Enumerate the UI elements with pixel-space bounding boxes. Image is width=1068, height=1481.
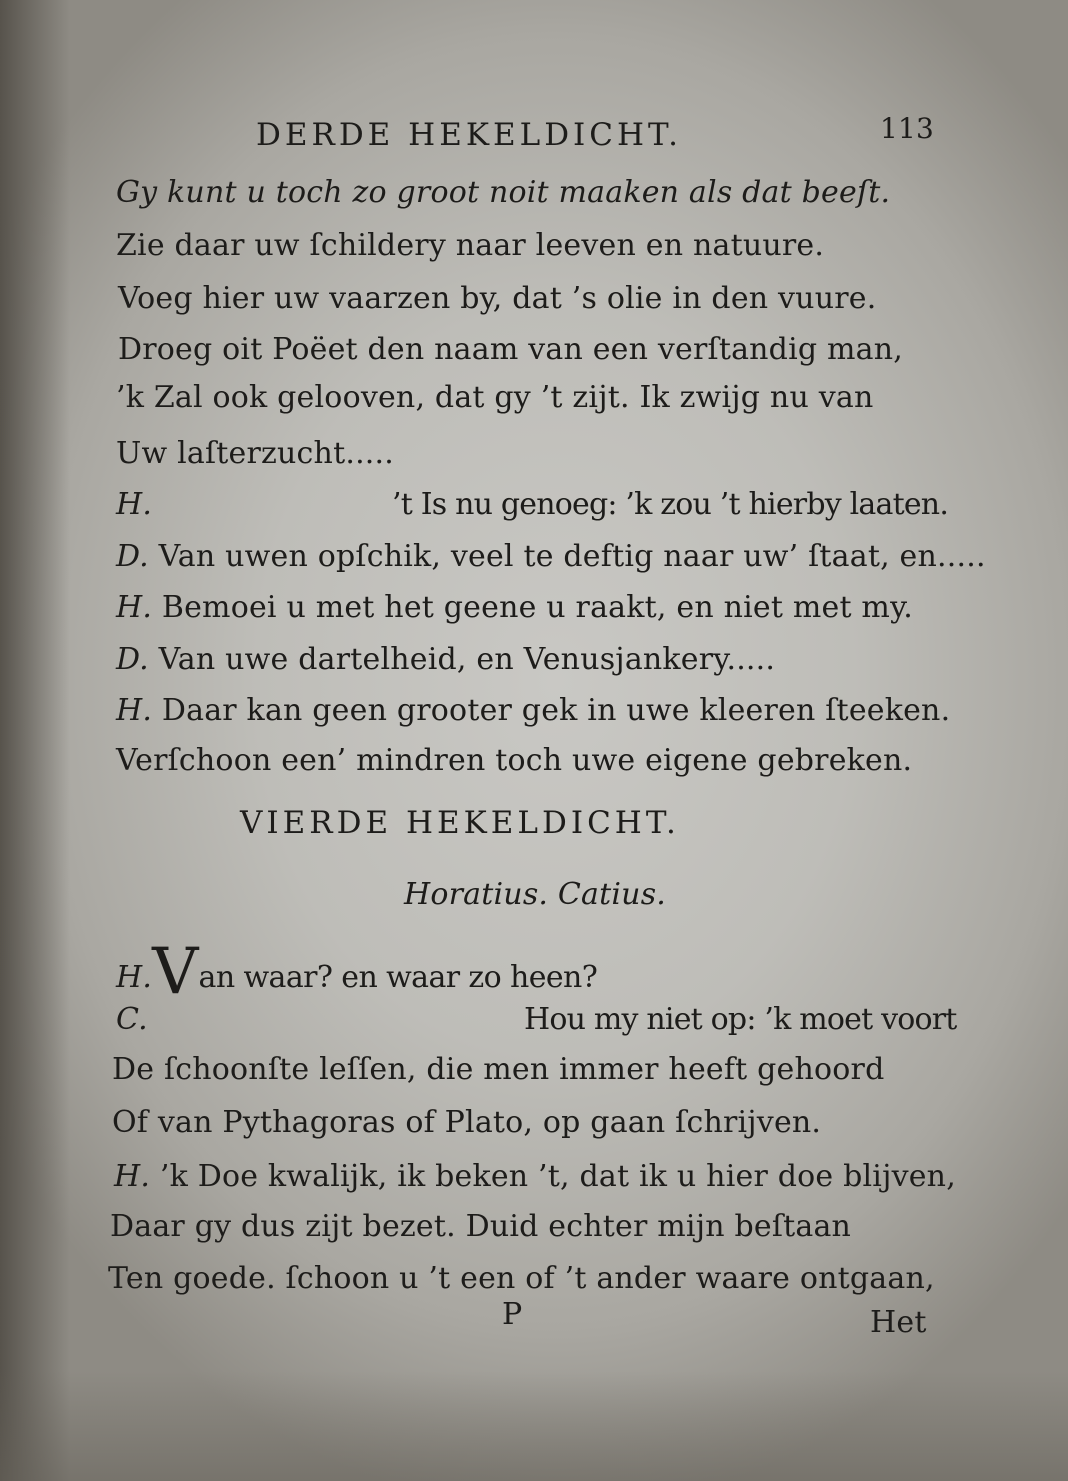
verse-line: Uw laſterzucht..... <box>116 436 395 471</box>
dialogue-text: an waar? en waar zo heen? <box>198 960 598 995</box>
dialogue-text: Van uwen opſchik, veel te deftig naar uw’ ſtaat, en..... <box>158 539 986 574</box>
dialogue-line <box>116 935 598 1009</box>
section-heading: VIERDE HEKELDICHT. <box>240 805 680 841</box>
speaker-label: H. <box>116 590 153 625</box>
speaker-label: H. <box>114 1159 151 1194</box>
speaker-label: H. <box>116 960 153 995</box>
dialogue-text: Daar kan geen grooter gek in uwe kleeren ſteeken. <box>161 693 951 728</box>
verse-line: Ten goede. ſchoon u ’t een of ’t ander waare ontgaan, <box>108 1261 935 1296</box>
verse-line: Of van Pythagoras of Plato, op gaan ſchrijven. <box>112 1105 822 1140</box>
dialogue-text: ’k Doe kwalijk, ik beken ’t, dat ik u hier doe blijven, <box>159 1159 956 1194</box>
speaker-label: D. <box>116 539 149 574</box>
speaker-label: C. <box>116 1002 148 1037</box>
dialogue-line <box>114 1160 956 1194</box>
dialogue-text: Hou my niet op: ’k moet voort <box>524 1002 957 1037</box>
dialogue-text: Van uwe dartelheid, en Venusjankery..... <box>158 642 776 677</box>
dialogue-line <box>116 1003 148 1037</box>
dialogue-text: ’t Is nu genoeg: ’k zou ’t hierby laaten. <box>392 487 949 522</box>
page-number: 113 <box>880 112 935 145</box>
speaker-label: D. <box>116 642 149 677</box>
dialogue-text: Bemoei u met het geene u raakt, en niet met my. <box>161 590 913 625</box>
dialogue-line <box>116 643 775 677</box>
speaker-label: H. <box>116 693 153 728</box>
verse-line: Zie daar uw ſchildery naar leeven en natuure. <box>116 228 825 263</box>
verse-line: Voeg hier uw vaarzen by, dat ’s olie in den vuure. <box>118 281 877 316</box>
verse-line: Daar gy dus zijt bezet. Duid echter mijn beſtaan <box>110 1209 852 1244</box>
dialogue-line <box>116 694 950 728</box>
running-title: DERDE HEKELDICHT. <box>256 117 683 153</box>
speaker-label: H. <box>116 487 153 522</box>
verse-line: ’k Zal ook gelooven, dat gy ’t zijt. Ik zwijg nu van <box>116 380 874 415</box>
dialogue-line <box>116 540 986 574</box>
drop-cap: V <box>152 935 199 1009</box>
verse-line: De ſchoonſte leſſen, die men immer heeft gehoord <box>112 1052 885 1087</box>
verse-line: Gy kunt u toch zo groot noit maaken als dat beeſt. <box>116 175 891 210</box>
verse-line: Droeg oit Poëet den naam van een verſtandig man, <box>118 332 904 367</box>
signature-mark: P <box>502 1297 523 1332</box>
catchword: Het <box>870 1305 927 1340</box>
dialogue-line <box>116 591 913 625</box>
dialogue-line <box>116 488 152 522</box>
speakers-line: Horatius. Catius. <box>404 877 667 912</box>
verse-line: Verſchoon een’ mindren toch uwe eigene gebreken. <box>116 743 913 778</box>
